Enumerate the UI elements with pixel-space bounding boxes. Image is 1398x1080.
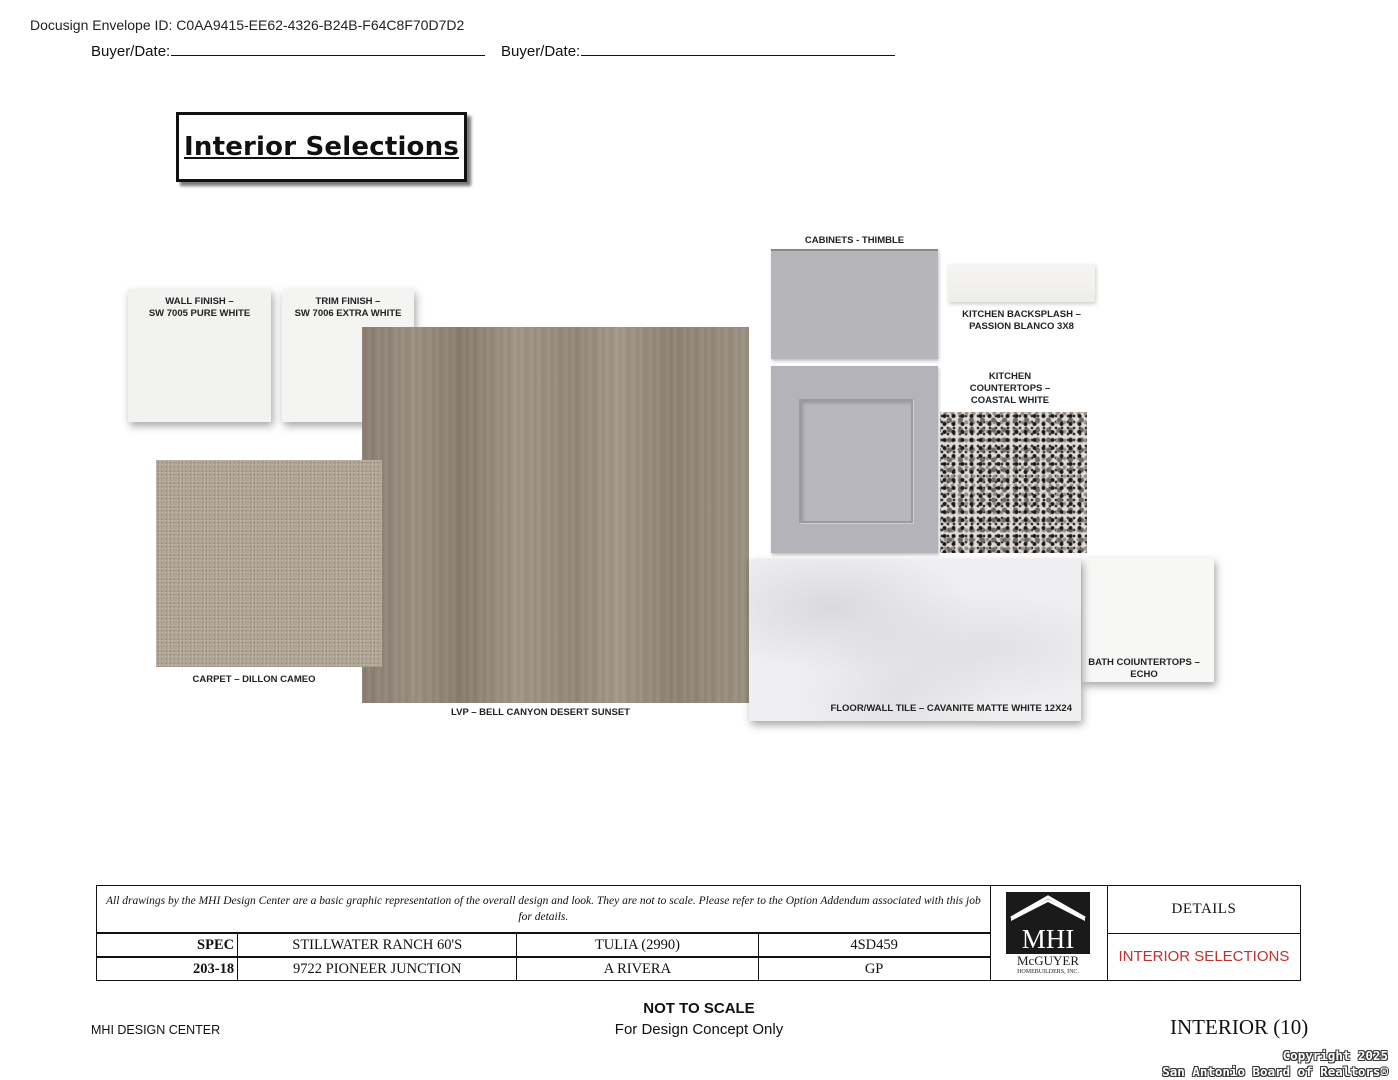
carpet-label: CARPET – DILLON CAMEO	[192, 674, 316, 685]
floor-tile-swatch	[749, 559, 1081, 721]
details-header: DETAILS	[1107, 886, 1300, 934]
designer-name: A RIVERA	[517, 957, 758, 981]
community-name: STILLWATER RANCH 60'S	[238, 933, 517, 957]
initials: GP	[758, 957, 990, 981]
envelope-id: Docusign Envelope ID: C0AA9415-EE62-4326-B24B-F64C8F70D7D2	[30, 17, 465, 33]
floor-tile-label: FLOOR/WALL TILE – CAVANITE MATTE WHITE 12X24	[830, 703, 1072, 714]
label-line: BATH COIUNTERTOPS –	[1088, 657, 1200, 668]
disclaimer-text: All drawings by the MHI Design Center are a basic graphic representation of the overall design and look. They are not to scale. Please refer to the Option Addendum associated with this job for details.	[97, 886, 991, 934]
wall-finish-label	[128, 296, 271, 320]
mhi-logo	[990, 886, 1107, 981]
carpet-swatch	[156, 460, 382, 667]
label-line: SW 7006 EXTRA WHITE	[294, 308, 402, 319]
bath-countertops-swatch	[1082, 558, 1214, 682]
logo-sub: HOMEBUILDERS, INC.	[1016, 968, 1079, 974]
cabinet-door-inset	[799, 399, 913, 523]
label-line: COASTAL WHITE	[970, 395, 1050, 406]
buyer-date-field-1	[91, 41, 485, 60]
wall-finish-swatch	[128, 289, 271, 422]
details-value: INTERIOR SELECTIONS	[1107, 933, 1300, 981]
plan-name: TULIA (2990)	[517, 933, 758, 957]
page-title: Interior Selections	[183, 132, 460, 162]
trim-finish-label	[282, 296, 414, 320]
label-line: WALL FINISH –	[165, 296, 234, 307]
bath-countertops-label	[1082, 657, 1206, 681]
buyer-date-label: Buyer/Date:	[501, 43, 581, 60]
label-line: KITCHEN BACKSPLASH –	[962, 309, 1081, 320]
cabinet-door-swatch	[771, 366, 938, 553]
spec-number: 203-18	[97, 957, 238, 981]
job-info-table	[96, 885, 1301, 981]
not-to-scale-note: NOT TO SCALE	[643, 1000, 755, 1017]
cabinets-label: CABINETS - THIMBLE	[804, 235, 905, 246]
lvp-swatch	[362, 327, 749, 703]
copyright-line: Copyright 2025	[1282, 1048, 1388, 1063]
signature-line	[171, 41, 485, 56]
countertops-label	[940, 371, 1080, 407]
design-concept-note: For Design Concept Only	[614, 1021, 784, 1038]
page-title-box	[176, 112, 467, 182]
job-code: 4SD459	[758, 933, 990, 957]
label-line: TRIM FINISH –	[315, 296, 381, 307]
label-line: KITCHEN	[988, 371, 1032, 382]
backsplash-swatch	[948, 264, 1095, 302]
label-line: COUNTERTOPS –	[969, 383, 1051, 394]
design-center-label: MHI DESIGN CENTER	[91, 1023, 221, 1037]
page-number-label: INTERIOR (10)	[1170, 1015, 1309, 1039]
label-line: SW 7005 PURE WHITE	[148, 308, 251, 319]
signature-line	[581, 41, 895, 56]
address: 9722 PIONEER JUNCTION	[238, 957, 517, 981]
backsplash-label	[948, 309, 1095, 333]
cabinet-panel-swatch	[771, 249, 938, 359]
countertops-swatch	[940, 412, 1087, 553]
label-line: PASSION BLANCO 3X8	[969, 321, 1074, 332]
logo-name: McGUYER	[1016, 952, 1079, 968]
lvp-label: LVP – BELL CANYON DESERT SUNSET	[451, 707, 630, 718]
copyright-line: San Antonio Board of Realtors®	[1162, 1064, 1388, 1079]
logo-mark: MHI	[1021, 923, 1074, 954]
copyright-watermark	[1162, 1048, 1388, 1080]
buyer-date-label: Buyer/Date:	[91, 43, 171, 60]
buyer-date-field-2	[501, 41, 895, 60]
mhi-logo-icon	[1003, 888, 1095, 974]
spec-label: SPEC	[97, 933, 238, 957]
label-line: ECHO	[1130, 669, 1158, 680]
